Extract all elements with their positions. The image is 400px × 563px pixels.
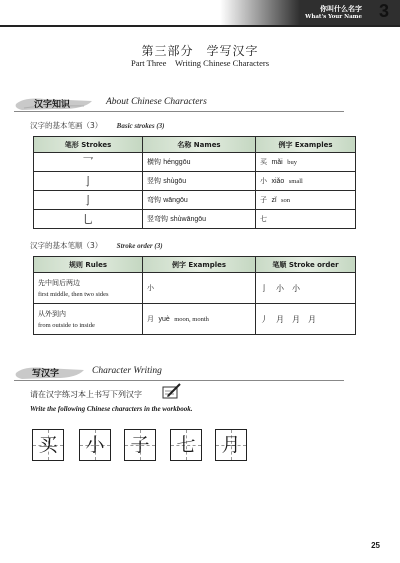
name-cn: 弯钩 xyxy=(147,196,161,204)
example-char: 买 xyxy=(260,158,267,166)
strokes-table xyxy=(33,136,356,229)
knowledge-heading-cn: 汉字知识 xyxy=(34,100,71,110)
column-header: 笔顺 Stroke order xyxy=(256,257,356,273)
practice-character: 买 xyxy=(38,434,58,456)
example-english: moon, month xyxy=(174,316,209,323)
writing-heading xyxy=(14,364,354,382)
example-pinyin: xiǎo xyxy=(271,178,285,185)
name-cn: 竖弯钩 xyxy=(147,215,168,223)
name-cell xyxy=(143,210,256,229)
example-cell xyxy=(143,273,256,304)
writing-heading-en: Character Writing xyxy=(92,366,162,376)
writing-box xyxy=(170,429,202,461)
order-subtitle-cn: 汉字的基本笔顺（3） xyxy=(30,241,103,250)
part-title-cn: 第三部分 学写汉字 xyxy=(141,44,259,58)
table-row xyxy=(34,273,356,304)
practice-character: 小 xyxy=(85,434,105,456)
example-english: buy xyxy=(287,159,297,166)
rule-cell xyxy=(34,304,143,335)
table-row xyxy=(34,191,356,210)
column-header: 例字 Examples xyxy=(256,137,356,153)
table-row xyxy=(34,210,356,229)
pencil-book-icon xyxy=(162,382,182,400)
practice-character: 子 xyxy=(130,434,150,456)
name-cn: 横钩 xyxy=(147,158,161,166)
writing-box xyxy=(124,429,156,461)
column-header: 笔形 Strokes xyxy=(34,137,143,153)
example-cell xyxy=(143,304,256,335)
writing-instruction-en: Write the following Chinese characters in the workbook. xyxy=(30,405,193,413)
stroke-cell: 亅 xyxy=(34,191,143,210)
name-pinyin: wāngōu xyxy=(163,197,188,204)
strokes-subtitle xyxy=(30,120,165,131)
rule-en: first middle, then two sides xyxy=(38,291,109,298)
knowledge-heading-en: About Chinese Characters xyxy=(106,97,207,107)
heading-divider xyxy=(14,111,344,112)
order-cell: 亅 小 小 xyxy=(256,273,356,304)
practice-character: 月 xyxy=(221,434,241,456)
writing-box xyxy=(32,429,64,461)
stroke-order-table xyxy=(33,256,356,335)
example-english: small xyxy=(288,178,303,185)
table-header-row xyxy=(34,137,356,153)
stroke-cell: 乚 xyxy=(34,210,143,229)
writing-heading-cn: 写汉字 xyxy=(32,369,60,379)
name-cell xyxy=(143,191,256,210)
example-pinyin: mǎi xyxy=(271,159,283,166)
table-row xyxy=(34,304,356,335)
name-cell xyxy=(143,172,256,191)
example-cell xyxy=(256,172,356,191)
knowledge-heading xyxy=(14,95,354,113)
writing-instruction-cn: 请在汉字练习本上书写下列汉字 xyxy=(30,390,142,399)
rule-cell xyxy=(34,273,143,304)
page-number: 25 xyxy=(371,541,380,550)
order-subtitle xyxy=(30,240,163,251)
writing-box xyxy=(79,429,111,461)
stroke-cell: 乛 xyxy=(34,153,143,172)
rule-cn: 从外到内 xyxy=(38,310,66,318)
example-char: 月 xyxy=(147,315,154,323)
example-pinyin: yuè xyxy=(158,316,170,323)
strokes-subtitle-en: Basic strokes (3) xyxy=(116,122,165,130)
chapter-number: 3 xyxy=(378,1,389,21)
example-char: 小 xyxy=(260,177,267,185)
name-pinyin: hénggōu xyxy=(163,159,191,166)
example-cell xyxy=(256,191,356,210)
rule-en: from outside to inside xyxy=(38,322,95,329)
example-char: 七 xyxy=(260,215,267,223)
header-rule xyxy=(0,25,400,27)
column-header: 例字 Examples xyxy=(143,257,256,273)
rule-cn: 先中间后两边 xyxy=(38,279,80,287)
name-cn: 竖钩 xyxy=(147,177,161,185)
order-cell: 丿 月 月 月 xyxy=(256,304,356,335)
part-title-en: Part Three Writing Chinese Characters xyxy=(130,58,270,68)
chapter-title-en: What's Your Name xyxy=(305,14,362,20)
example-english: son xyxy=(280,197,290,204)
example-char: 小 xyxy=(147,284,154,292)
practice-character: 七 xyxy=(176,434,196,456)
column-header: 名称 Names xyxy=(143,137,256,153)
example-cell xyxy=(256,153,356,172)
chapter-title-cn: 你叫什么名字 xyxy=(320,5,362,13)
example-pinyin: zǐ xyxy=(271,197,277,204)
table-row xyxy=(34,172,356,191)
strokes-subtitle-cn: 汉字的基本笔画（3） xyxy=(30,121,103,130)
example-char: 子 xyxy=(260,196,267,204)
table-row xyxy=(34,153,356,172)
table-header-row xyxy=(34,257,356,273)
column-header: 规则 Rules xyxy=(34,257,143,273)
name-pinyin: shùgōu xyxy=(163,178,187,185)
example-cell xyxy=(256,210,356,229)
writing-box xyxy=(215,429,247,461)
name-pinyin: shùwāngōu xyxy=(170,216,207,223)
name-cell xyxy=(143,153,256,172)
stroke-cell: 亅 xyxy=(34,172,143,191)
heading-divider xyxy=(14,380,344,381)
order-subtitle-en: Stroke order (3) xyxy=(116,242,163,250)
